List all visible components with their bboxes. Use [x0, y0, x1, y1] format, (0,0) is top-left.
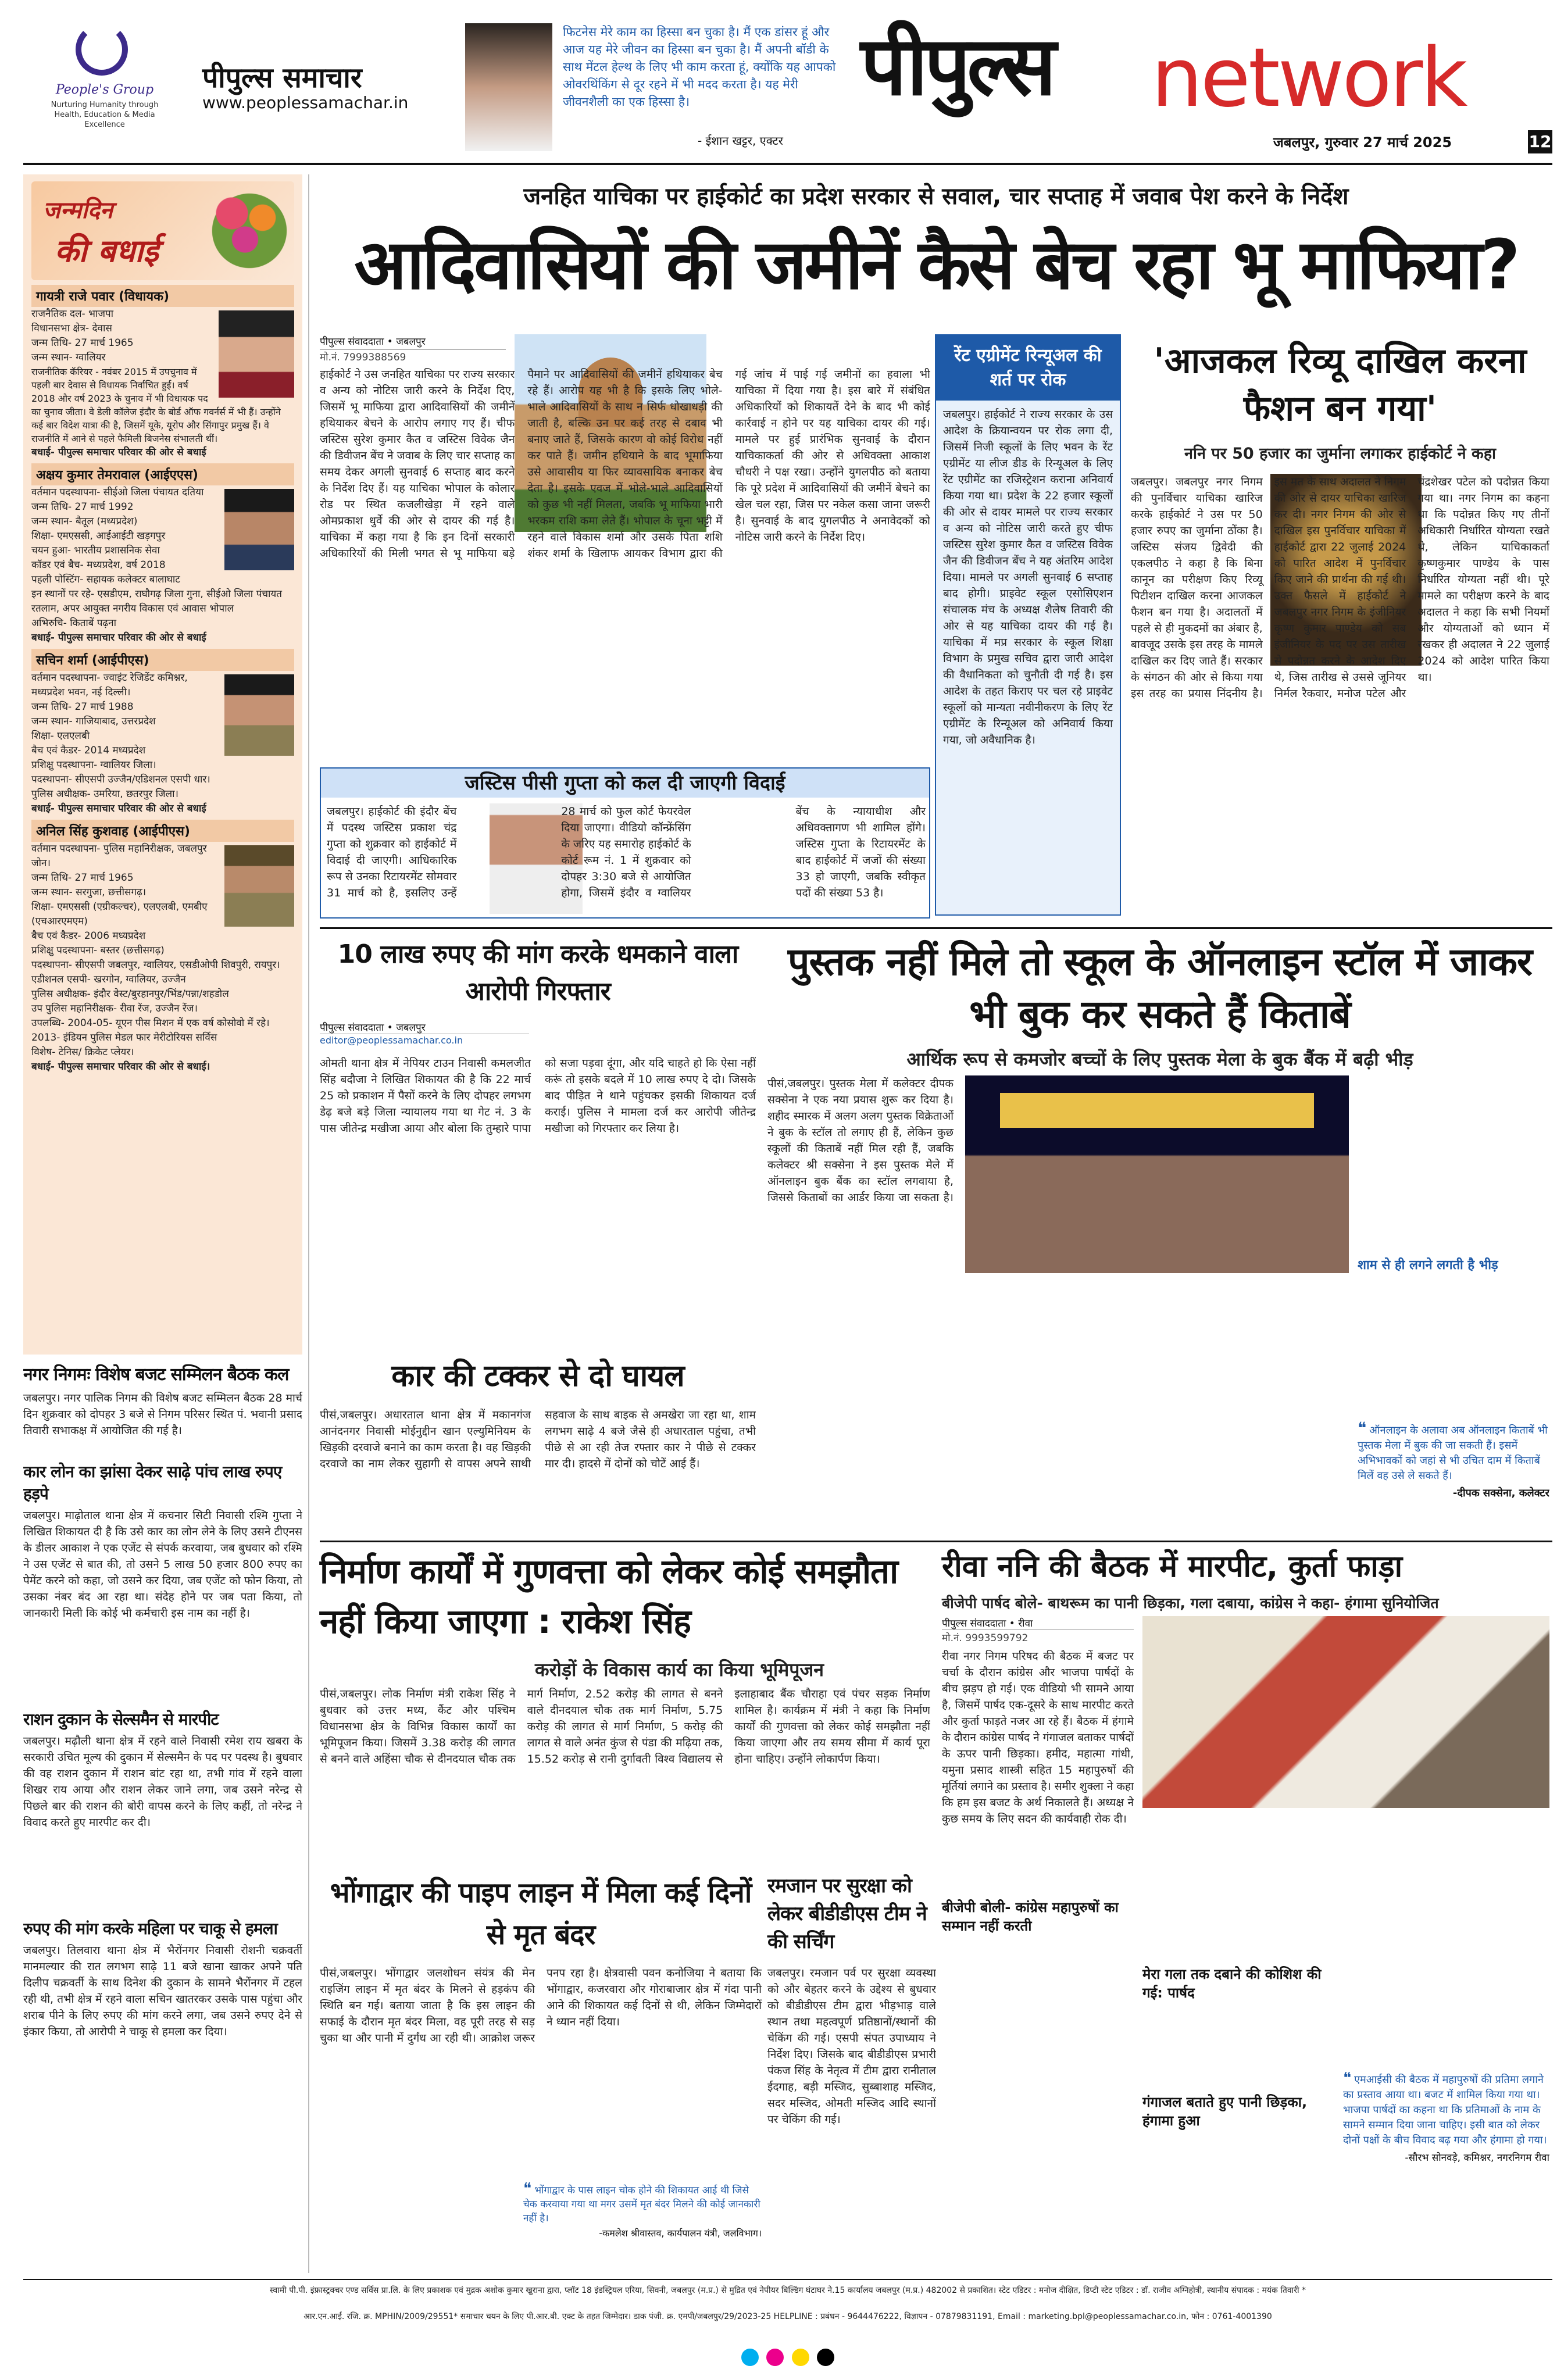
- person-detail: 2013- इंडियन पुलिस मेडल फार मेरीटोरियस सर्विस: [31, 1032, 217, 1044]
- birthday-person-2: [31, 463, 294, 645]
- person-name: सचिन शर्मा (आईपीएस): [31, 649, 294, 671]
- person-detail: बधाई- पीपुल्स समाचार परिवार की ओर से बधाई।: [31, 1061, 210, 1073]
- person-name: अनिल सिंह कुशवाह (आईपीएस): [31, 820, 294, 842]
- quote-icon: ❝: [1358, 1418, 1367, 1438]
- person-name: गायत्री राजे पवार (विधायक): [31, 285, 294, 307]
- footer-rule: [23, 2279, 1552, 2280]
- person-detail: बैच एवं कैडर- 2006 मध्यप्रदेश: [31, 930, 146, 942]
- extortion-body: ओमती थाना क्षेत्र में नेपियर टाउन निवासी कमलजीत सिंह बदौजा ने लिखित शिकायत की है कि 22 मार्च 25 को प्रकाशन में पैसों करने के लिए दोपहर लगभग डेढ़ बजे बड़े जिला न्यायालय गया था गेट नं. 3 के पास जीतेन्द्र मखीजा आया और बोला कि तुम्हारे पापा को सजा पड़वा दूंगा, और यदि चाहते हो कि ऐसा नहीं करूं तो इसके बदले में 10 लाख रुपए दे दो। जिसके बाद पीड़ित ने थाने पहुंचकर इसकी शिकायत दर्ज कराई। पुलिस ने मामला दर्ज कर आरोपी जीतेन्द्र मखीजा को गिरफ्तार कर लिया है।: [320, 1057, 756, 1135]
- left-briefs: [23, 1363, 302, 2270]
- masthead-rule: [23, 163, 1552, 165]
- person-detail: विधानसभा क्षेत्र- देवास: [31, 323, 112, 334]
- construction-body: पीसं,जबलपुर। लोक निर्माण मंत्री राकेश सिंह ने बुधवार को उत्तर मध्य, कैंट और पश्चिम विधानसभा क्षेत्र के विभिन्न विकास कार्यों का भूमिपूजन किया। जिसमें 3.38 करोड़ की लागत से बनने वाले अहिंसा चौक से दीनदयाल चौक तक मार्ग निर्माण, 2.52 करोड़ की लागत से बनने वाले दीनदयाल चौक तक मार्ग निर्माण, 5.75 करोड़ की लागत से मार्ग निर्माण, 5 करोड़ की लागत से वाले अनंत कुंज से पंडा की मढ़िया तक, 15.52 करोड़ से रानी दुर्गावती विश्व विद्यालय से इलाहाबाद बैंक चौराहा एवं पंचर सड़क निर्माण शामिल है। कार्यक्रम में मंत्री ने कहा कि निर्माण कार्यों की गुणवत्ता को लेकर कोई समझौता नहीं किया जाएगा और तय समय सीमा में कार्य पूरा होना चाहिए। उन्होंने लोकार्पण किया।: [320, 1688, 930, 1766]
- birthday-sidebar: [23, 174, 302, 1355]
- accident-body: पीसं,जबलपुर। अधारताल थाना क्षेत्र में मकानगंज आनंदनगर निवासी मोईनुद्दीन खान एल्युमिनियम के खिड़की दरवाजे बनाने का काम करता है। वह खिड़की दरवाजे का नाम लेकर सुहागी से वापस अपने साथी सहवाज के साथ बाइक से अमखेरा जा रहा था, शाम लगभग साढ़े 4 बजे जैसे ही अधारताल पहुंचा, तभी पीछे से आ रही तेज रफ्तार कार ने पीछे से टक्कर मार दी। हादसे में दोनों को चोटें आई हैं।: [320, 1409, 756, 1470]
- yellow-swatch: [792, 2349, 809, 2366]
- magenta-swatch: [766, 2349, 784, 2366]
- person-detail: पदस्थापना- सीएसपी जबलपुर, ग्वालियर, एसडीओपी शिवपुरी, रायपुर।: [31, 959, 280, 971]
- rewa-body: रीवा नगर निगम परिषद की बैठक में बजट पर चर्चा के दौरान कांग्रेस और भाजपा पार्षदों के बीच झड़प हो गई। एक वीडियो भी सामने आया है, जिसमें पार्षद एक-दूसरे के साथ मारपीट करते और कुर्ता फाड़ते नजर आ रहे हैं। बैठक में हंगामे के दौरान कांग्रेस पार्षद ने गंगाजल बताकर पार्षदों के ऊपर पानी छिड़का। हमीद, महात्मा गांधी, यमुना प्रसाद शास्त्री सहित 15 महापुरुषों की मूर्तियां लगाने का प्रस्ताव है। समीर शुक्ला ने कहा कि हम इस बजट के अर्थ निकालते हैं। अध्यक्ष ने कुछ समय के लिए सदन की कार्यवाही रोक दी।: [942, 1650, 1134, 1825]
- brief-body: जबलपुर। मढ़ौली थाना क्षेत्र में रहने वाले निवासी रमेश राय खबरा के सरकारी उचित मूल्य की दुकान में सेल्समैन के पद पर पदस्थ है। बुधवार की वह राशन दुकान में राशन बांट रहा था, तभी गांव में रहने वाला शिखर राय आया और राशन लेकर जाने लगा, जब उसने नरेन्द्र से पिछले बार की राशन की बोरी वापस करने के लिए कहीं, तो नरेन्द्र ने विवाद करते हुए मारपीट कर दी।: [23, 1735, 302, 1829]
- person-detail: जन्म स्थान- गाजियाबाद, उत्तरप्रदेश: [31, 716, 156, 727]
- group-tagline: Nurturing Humanity through Health, Education & Media Excellence: [51, 101, 159, 129]
- brief-headline: कार लोन का झांसा देकर साढ़े पांच लाख रुपए हड़पे: [23, 1462, 282, 1503]
- bhongadwar-quote-text: भोंगाद्वार के पास लाइन चोक होने की शिकायत आई थी जिसे चेक करवाया गया था मगर उसमें मृत बंदर मिलने की कोई जानकारी नहीं है।: [523, 2185, 760, 2224]
- accident-headline: कार की टक्कर से दो घायल: [391, 1359, 684, 1393]
- nagar-nigam-body: जबलपुर। नगर पालिक निगम की विशेष बजट सम्मिलन बैठक 28 मार्च दिन शुक्रवार को दोपहर 3 बजे से निगम परिसर स्थित पं. भवानी प्रसाद तिवारी सभाकक्ष में आयोजित की गई है।: [23, 1392, 302, 1437]
- footer-registration: आर.एन.आई. रजि. क्र. MPHIN/2009/29551* समाचार चयन के लिए पी.आर.बी. एक्ट के तहत जिम्मेदार। डाक पंजी. क्र. एमपी/जबलपुर/29/2023-25 HELPLINE : प्रबंधन - 9644476222, विज्ञापन - 07879831191, Email : marketing.bpl@peoplessamachar.co.in, फोन : 0761-4001390: [303, 2312, 1272, 2321]
- rewa-meeting-photo: [1142, 1616, 1549, 1808]
- person-detail: बैच एवं कैडर- 2014 मध्यप्रदेश: [31, 745, 146, 756]
- column-divider: [308, 174, 309, 2273]
- person-detail: एडीशनल एसपी- खरगोन, ग्वालियर, उज्जैन: [31, 974, 186, 985]
- masthead: [0, 0, 1557, 174]
- books-quote-text: ऑनलाइन के अलावा अब ऑनलाइन किताबें भी पुस्तक मेला में बुक की जा सकती हैं। इसमें अभिभावकों को जहां से भी उचित दाम में किताबें मिलें वह उसे ले सकते हैं।: [1358, 1424, 1548, 1482]
- lead-headline: आदिवासियों की जमीनें कैसे बेच रहा भू माफिया?: [354, 224, 1518, 305]
- registration-marks: [23, 2349, 1552, 2372]
- footer-imprint: स्वामी पी.पी. इंफ्रास्ट्रक्चर एण्ड सर्विस प्रा.लि. के लिए प्रकाशक एवं मुद्रक अशोक कुमार खुराना द्वारा, प्लॉट 18 इंडस्ट्रियल एरिया, सिवनी, जबलपुर (म.प्र.) से मुद्रित एवं नेपीयर बिल्डिंग घंटाघर ने.15 कार्यालय जबलपुर (म.प्र.) 482002 से प्रकाशित। स्टेट एडिटर : मनोज दीक्षित, डिप्टी स्टेट एडिटर : डॉ. राजीव अग्निहोत्री, स्थानीय संपादक : मयंक तिवारी *: [269, 2286, 1306, 2295]
- brief-headline: राशन दुकान के सेल्समैन से मारपीट: [23, 1710, 219, 1729]
- page-number: 12: [1528, 130, 1552, 153]
- person-detail: राजनीतिक कॅरियर - नवंबर 2015 में उपचुनाव में पहली बार देवास से विधायक निर्वाचित हुई। वर्ष 2018 और वर्ष 2023 के चुनाव में भी विधायक पद का चुनाव जीता। वे डेली कॉलेज इंदौर के बोर्ड ऑफ गवर्नर्स में भी हैं। उन्होंने कई बार विदेश यात्रा की है, जिसमें यूके, यूरोप और सिंगापुर प्रमुख हैं। वे राजनीति में आने से पहले फैमिली बिजनेस संभालती थीं।: [31, 366, 281, 444]
- birthday-person-4: [31, 820, 294, 1074]
- cyan-swatch: [741, 2349, 759, 2366]
- quote-author: - ईशान खट्टर, एक्टर: [698, 134, 783, 148]
- person-detail: प्रशिक्षु पदस्थापना- ग्वालियर जिला।: [31, 759, 156, 771]
- rent-agreement-body: जबलपुर। हाईकोर्ट ने राज्य सरकार के उस आदेश के क्रियान्वयन पर रोक लगा दी, जिसमें निजी स्कूलों के लिए भवन के रेंट एग्रीमेंट या लीज डीड के रिन्यूअल के लिए रेंट एग्रीमेंट का रजिस्ट्रेशन कराना अनिवार्य किया गया था। प्रदेश के 22 हजार स्कूलों की ओर से दायर मामले पर राज्य सरकार व अन्य को नोटिस जारी करते हुए चीफ जस्टिस सुरेश कुमार कैत व जस्टिस विवेक जैन की डिवीजन बेंच ने यह अंतरिम आदेश दिया। मामले पर अगली सुनवाई 6 सप्ताह बाद होगी। प्राइवेट स्कूल एसोसिएशन संचालक मंच के अध्यक्ष शैलेष तिवारी की ओर से यह याचिका दायर की गई है। याचिका में मप्र सरकार के स्कूल शिक्षा विभाग के प्रमुख सचिव द्वारा जारी आदेश की वैधानिकता को चुनौती दी गई है। इस आदेश के तहत किराए पर चल रहे प्राइवेट स्कूलों को मान्यता नवीनीकरण के लिए रेंट एग्रीमेंट के रिन्यूअल को अनिवार्य किया गया, जो अवैधानिक है।: [943, 408, 1113, 746]
- person-detail: जन्म स्थान- ग्वालियर: [31, 352, 106, 363]
- review-body: जबलपुर। जबलपुर नगर निगम की पुनर्विचार याचिका खारिज करके हाईकोर्ट ने उस पर 50 हजार रुपए का जुर्माना ठोंका है। जस्टिस संजय द्विवेदी की एकलपीठ ने कहा है कि बिना कानून का परीक्षण किए रिव्यू पिटीशन दाखिल करना आजकल फैशन बन गया है। अदालतों में पहले से ही मुकदमों का अंबार है, बावजूद उसके इस तरह के मामले दाखिल कर दिए जाते हैं। सरकार के संगठन की ओर से किया गया इस तरह का प्रयास निंदनीय है। इस मत के साथ अदालत ने निगम की ओर से दायर याचिका खारिज कर दी। नगर निगम की ओर से दाखिल इस पुनर्विचार याचिका में हाईकोर्ट द्वारा 22 जुलाई 2024 को पारित आदेश में पुनर्विचार किए जाने की प्रार्थना की गई थी। उक्त फैसले में हाईकोर्ट ने जबलपुर नगर निगम के इंजीनियर कृष्ण कुमार पाण्डेय को सब इंजीनियर के पद पर उस तारीख से पदोन्नत करने के आदेश दिए थे, जिस तारीख से उससे जूनियर निर्मल रैकवार, मनोज पटेल और चंद्रशेखर पटेल को पदोन्नत किया गया था। नगर निगम का कहना था कि पदोन्नत किए गए तीनों अधिकारी निर्धारित योग्यता रखते थे, लेकिन याचिकाकर्ता कृष्णकुमार पाण्डेय के पास निर्धारित योग्यता नहीं थी। पूरे मामले का परीक्षण करने के बाद अदालत ने कहा कि सभी नियमों और योग्यताओं को ध्यान में रखकर ही अदालत ने 22 जुलाई 2024 को आदेश पारित किया था।: [1131, 476, 1549, 700]
- person-detail: उप पुलिस महानिरीक्षक- रीवा रेंज, उज्जैन रेंज।: [31, 1003, 198, 1014]
- person-detail: जन्म स्थान- सरगुजा, छत्तीसगढ़।: [31, 887, 147, 898]
- person-detail: इन स्थानों पर रहे- एसडीएम, राघौगढ़ जिला गुना, सीईओ जिला पंचायत रतलाम, अपर आयुक्त नगरीय विकास एवं आवास भोपाल: [31, 588, 282, 614]
- rent-agreement-title: रेंट एग्रीमेंट रिन्यूअल की शर्त पर रोक: [936, 335, 1120, 401]
- person-photo: [224, 845, 294, 927]
- person-detail: राजनैतिक दल- भाजपा: [31, 308, 114, 320]
- extortion-headline: 10 लाख रुपए की मांग करके धमकाने वाला आरोपी गिरफ्तार: [337, 939, 738, 1006]
- website-url[interactable]: www.peoplessamachar.in: [202, 93, 409, 112]
- person-detail: जन्म तिथि- 27 मार्च 1988: [31, 701, 134, 713]
- books-quote: [1358, 1418, 1549, 1535]
- rewa-sub1: बीजेपी बोली- कांग्रेस महापुरुषों का सम्मान नहीं करती: [942, 1899, 1119, 1934]
- rent-agreement-box: [935, 334, 1121, 916]
- rewa-sub3: गंगाजल बताते हुए पानी छिड़का, हंगामा हुआ: [1142, 2094, 1308, 2129]
- banner-shape: [1000, 1093, 1314, 1128]
- rewa-quote-author: -सौरभ सोनवड़े, कमिश्नर, नगरनिगम रीवा: [1405, 2152, 1549, 2164]
- birthday-header: [31, 181, 294, 280]
- birthday-person-1: [31, 285, 294, 460]
- person-detail: शिक्षा- एलएलबी: [31, 730, 90, 742]
- extortion-email[interactable]: editor@peoplessamachar.co.in: [320, 1035, 463, 1046]
- person-detail: प्रशिक्षु पदस्थापना- बस्तर (छत्तीसगढ़): [31, 945, 165, 956]
- person-detail: पहली पोस्टिंग- सहायक कलेक्टर बालाघाट: [31, 574, 180, 585]
- person-photo: [224, 489, 294, 570]
- bhongadwar-headline: भोंगाद्वार की पाइप लाइन में मिला कई दिनों से मृत बंदर: [330, 1877, 752, 1951]
- group-name: People's Group: [55, 83, 154, 97]
- dateline: जबलपुर, गुरुवार 27 मार्च 2025: [1273, 134, 1452, 151]
- brief-body: जबलपुर। माढ़ोताल थाना क्षेत्र में कचनार सिटी निवासी रश्मि गुप्ता ने लिखित शिकायत दी है कि उसे कार का लोन लेने के लिए उसने टीएनस के डीलर आकाश ने एक एजेंट से संपर्क करवाया, जब बुधवार को रश्मि ने उस एजेंट से बात की, तो उसने 5 लाख 50 हजार 800 रुपए का पेमेंट करने को कहा, जो उसने कर दिया, जब एजेंट को फोन किया, तो उसका नंबर बंद आ रहा था। संदेह होने पर जब पता किया, तो जानकारी मिली कि कोई भी कर्मचारी इस नाम का नहीं है।: [23, 1509, 302, 1620]
- person-photo: [224, 674, 294, 756]
- person-name: अक्षय कुमार तेमरावाल (आईएएस): [31, 463, 294, 485]
- peoples-group-logo: [76, 23, 128, 76]
- person-detail: विशेष- टेनिस/ क्रिकेट प्लेयर।: [31, 1046, 134, 1058]
- quote-text: फिटनेस मेरे काम का हिस्सा बन चुका है। मैं एक डांसर हूं और आज यह मेरे जीवन का हिस्सा बन चुका है। मैं अपनी बॉडी के साथ मेंटल हेल्थ के लिए भी काम करता हूं, क्योंकि यह आपको ओवरथिंकिंग से दूर रहने में भी मदद करता है। यह मेरी जीवनशैली का एक हिस्सा है।: [563, 25, 836, 109]
- nagar-nigam-headline: नगर निगमः विशेष बजट सम्मिलन बैठक कल: [23, 1364, 289, 1385]
- person-detail: वर्तमान पदस्थापना- ज्वाइंट रेजिडेंट कमिश्नर, मध्यप्रदेश भवन, नई दिल्ली।: [31, 672, 188, 698]
- farewell-title: जस्टिस पीसी गुप्ता को कल दी जाएगी विदाई: [321, 769, 929, 798]
- flower-bouquet-icon: [206, 187, 293, 274]
- bhongadwar-quote: [523, 2180, 762, 2267]
- paper-name: पीपुल्स समाचार: [202, 62, 362, 94]
- person-detail: जन्म तिथि- 27 मार्च 1992: [31, 501, 134, 513]
- review-headline: 'आजकल रिव्यू दाखिल करना फैशन बन गया': [1154, 341, 1527, 429]
- lead-kicker: जनहित याचिका पर हाईकोर्ट का प्रदेश सरकार से सवाल, चार सप्ताह में जवाब पेश करने के निर्देश: [523, 183, 1349, 210]
- person-detail: बधाई- पीपुल्स समाचार परिवार की ओर से बधाई: [31, 446, 206, 458]
- birthday-header-line1: जन्मदिन: [43, 196, 113, 224]
- actor-photo: [465, 23, 552, 151]
- books-quote-author: -दीपक सक्सेना, कलेक्टर: [1452, 1487, 1549, 1499]
- construction-sub: करोड़ों के विकास कार्य का किया भूमिपूजन: [535, 1659, 824, 1681]
- person-detail: जन्म स्थान- बैतूल (मध्यप्रदेश): [31, 516, 138, 527]
- farewell-body: जबलपुर। हाईकोर्ट की इंदौर बेंच में पदस्थ जस्टिस प्रकाश चंद्र गुप्ता को शुक्रवार को हाईकोर्ट में विदाई दी जाएगी। आधिकारिक रूप से उनका रिटायरमेंट सोमवार 31 मार्च को है, इसलिए उन्हें 28 मार्च को फुल कोर्ट फेयरवेल दिया जाएगा। वीडियो कॉन्फ्रेंसिंग के जरिए यह समारोह हाईकोर्ट के कोर्ट रूम नं. 1 में शुक्रवार को दोपहर 3:30 बजे से आयोजित होगा, जिसमें इंदौर व ग्वालियर बेंच के न्यायाधीश और अधिवक्तागण भी शामिल होंगे। जस्टिस गुप्ता के रिटायरमेंट के बाद हाईकोर्ट में जजों की संख्या 33 हो जाएगी, जबकि स्वीकृत पदों की संख्या 53 है।: [327, 805, 926, 899]
- paper-title-english: network: [1151, 31, 1466, 126]
- person-detail: पदस्थापना- सीएसपी उज्जैन/एडिशनल एसपी धार।: [31, 774, 210, 785]
- books-body: पीसं,जबलपुर। पुस्तक मेला में कलेक्टर दीपक सक्सेना ने एक नया प्रयास शुरू कर दिया है। शहीद स्मारक में अलग अलग पुस्तक विक्रेताओं ने बुक के स्टॉल तो लगाए ही हैं, लेकिन कुछ स्कूलों की किताबें नहीं मिल रही हैं, जबकि कलेक्टर श्री सक्सेना ने इस पुस्तक मेले में ऑनलाइन बुक बैंक का स्टॉल लगवाया है, जिससे किताबों का आर्डर किया जा सकता है।: [767, 1077, 954, 1204]
- person-detail: जन्म तिथि- 27 मार्च 1965: [31, 337, 134, 349]
- ramzan-headline: रमजान पर सुरक्षा को लेकर बीडीडीएस टीम ने की सर्चिंग: [767, 1874, 927, 1953]
- person-detail: उपलब्धि- 2004-05- यूएन पीस मिशन में एक वर्ष कोसोवो में रहे।: [31, 1017, 270, 1029]
- rewa-quote: [1343, 2070, 1549, 2267]
- quote-icon: ❝: [1343, 2070, 1351, 2087]
- section-rule: [320, 927, 1552, 929]
- book-fair-photo: [965, 1075, 1349, 1273]
- lead-byline: पीपुल्स संवाददाता • जबलपुर: [320, 334, 506, 350]
- construction-headline: निर्माण कार्यों में गुणवत्ता को लेकर कोई समझौता नहीं किया जाएगा : राकेश सिंह: [320, 1552, 898, 1641]
- rewa-quote-text: एमआईसी की बैठक में महापुरुषों की प्रतिमा लगाने का प्रस्ताव आया था। बजट में शामिल किया गया था। भाजपा पार्षदों का कहना था कि प्रतिमाओं के नाम के सामने सम्मान दिया जाना चाहिए। इसी बात को लेकर दोनों पक्षों के बीच विवाद बढ़ गया और हंगामा हो गया।: [1343, 2074, 1547, 2146]
- brief-body: जबलपुर। तिलवारा थाना क्षेत्र में भैरोंनगर निवासी रोशनी चक्रवर्ती मानमल्यार की रात लगभग साढ़े 11 बजे खाना खाकर अपने पति दिलीप चक्रवर्ती के साथ दिनेश की दुकान के सामने भैरोंनगर में टहल रही थी, तभी क्षेत्र में रहने वाला सचिन खातरकर उसके पास पहुंचा और शराब पीने के लिए रुपए की मांग करने लगा, जब उसने रुपए देने से इंकार किया, तो आरोपी ने चाकू से हमला कर दिया।: [23, 1944, 302, 2038]
- person-detail: पुलिस अधीक्षक- इंदौर वेस्ट/बुरहानपुर/भिंड/पन्ना/शहडोल: [31, 988, 229, 1000]
- rewa-subhead: बीजेपी पार्षद बोले- बाथरूम का पानी छिड़का, गला दबाया, कांग्रेस ने कहा- हंगामा सुनियोजित: [942, 1595, 1439, 1611]
- black-swatch: [817, 2349, 834, 2366]
- person-detail: पुलिस अधीक्षक- उमरिया, छतरपुर जिला।: [31, 788, 178, 800]
- ramzan-body: जबलपुर। रमजान पर्व पर सुरक्षा व्यवस्था को और बेहतर करने के उद्देश्य से बुधवार को बीडीडीएस टीम द्वारा भीड़भाड़ वाले स्थान तथा महत्वपूर्ण प्रतिष्ठानों/स्थानों की चेकिंग की गई। एसपी संपत उपाध्याय ने निर्देश दिए। जिसके बाद बीडीडीएस प्रभारी पंकज सिंह के नेतृत्व में टीम द्वारा रानीताल ईदगाह, बड़ी मस्जिद, सुब्बाशाह मस्जिद, सदर मस्जिद, ओमती मस्जिद आदि स्थानों पर चेकिंग की गई।: [767, 1967, 936, 2126]
- person-detail: बधाई- पीपुल्स समाचार परिवार की ओर से बधाई: [31, 803, 206, 814]
- bhongadwar-body: पीसं,जबलपुर। भोंगाद्वार जलशोधन संयंत्र की मेन राइजिंग लाइन में मृत बंदर के मिलने से हड़कंप की स्थिति बन गई। बताया जाता है कि इस लाइन की सफाई के दौरान मृत बंदर मिला, वह पूरी तरह से सड़ चुका था और पानी में दुर्गंध आ रही थी। आक्रोश जरूर पनप रहा है। क्षेत्रवासी पवन कनोजिया ने बताया कि भोंगाद्वार, कजरवारा और गोराबाजार क्षेत्र में गंदा पानी आने की शिकायत कई दिनों से थी, लेकिन जिम्मेदारों ने ध्यान नहीं दिया।: [320, 1967, 762, 2045]
- farewell-box: [320, 767, 930, 919]
- rewa-headline: रीवा ननि की बैठक में मारपीट, कुर्ता फाड़ा: [942, 1549, 1403, 1584]
- birthday-header-line2: की बधाई: [55, 232, 159, 269]
- rewa-contact: मो.नं. 9993599792: [942, 1632, 1029, 1644]
- person-detail: वर्तमान पदस्थापना- सीईओ जिला पंचायत दतिया: [31, 487, 204, 498]
- review-subhead: ननि पर 50 हजार का जुर्माना लगाकर हाईकोर्ट ने कहा: [1184, 445, 1497, 463]
- birthday-person-3: [31, 649, 294, 816]
- paper-title-hindi: पीपुल्स: [860, 19, 1053, 114]
- lead-body: हाईकोर्ट ने उस जनहित याचिका पर राज्य सरकार व अन्य को नोटिस जारी करने के निर्देश दिए, जिसमें भू माफिया द्वारा आदिवासियों की जमीनें हथियाकर बेचने के आरोप लगाए गए हैं। चीफ जस्टिस सुरेश कुमार कैत व जस्टिस विवेक जैन की डिवीजन बेंच ने जवाब के लिए चार सप्ताह का समय देकर अगली सुनवाई 6 सप्ताह बाद करने के निर्देश दिए हैं। यह याचिका भोपाल के कोलार रोड पर स्थित कजलीखेड़ा में रहने वाले ओमप्रकाश धुर्वे की ओर से दायर की गई है। याचिका में कहा गया है कि इन दिनों सरकारी अधिकारियों की मिली भगत से भू माफिया बड़े पैमाने पर आदिवासियों की जमीनें हथियाकर बेच रहे हैं। आरोप यह भी है कि इसके लिए भोले-भाले आदिवासियों के साथ न सिर्फ धोखाधड़ी की जाती है, बल्कि उन पर कई तरह से दबाव भी बनाए जाते हैं, जिसके कारण वो कोई विरोध नहीं कर पाते हैं। जमीन हथियाने के बाद भूमाफिया उसे आवासीय या फिर व्यावसायिक बनाकर बेच देता है। इसके एवज में भोले-भाले आदिवासियों को कुछ भी नहीं मिलता, जबकि भू माफिया भारी भरकम राशि कमा लेते हैं। भोपाल के चूना भट्टी में रहने वाले विकास शर्मा और उसके पिता शशि शंकर शर्मा के खिलाफ आयकर विभाग द्वारा की गई जांच में पाई गई जमीनों का हवाला भी याचिका में दिया गया है। इस बारे में संबंधित अधिकारियों को शिकायतें देने के बाद भी कोई कार्रवाई न होने पर यह याचिका दायर की गई। मामले पर हुई प्रारंभिक सुनवाई के दौरान याचिकाकर्ता की ओर से अधिवक्ता आकाश चौधरी ने पक्ष रखा। उन्होंने युगलपीठ को बताया कि पूरे प्रदेश में आदिवासियों की जमीनें बेचने का खेल चल रहा, जिस पर नकेल कसा जाना जरूरी है। सुनवाई के बाद युगलपीठ ने अनावेदकों को नोटिस जारी करने के निर्देश दिए।: [320, 368, 930, 560]
- person-detail: जन्म तिथि- 27 मार्च 1965: [31, 872, 134, 884]
- person-detail: अभिरुचि- किताबें पढ़ना: [31, 617, 116, 629]
- lead-contact: मो.नं. 7999388569: [320, 352, 406, 363]
- quote-icon: ❝: [523, 2180, 531, 2197]
- extortion-byline: पीपुल्स संवाददाता • जबलपुर: [320, 1020, 529, 1034]
- person-detail: शिक्षा- एमएससी, आईआईटी खड़गपुर: [31, 530, 166, 542]
- person-photo: [219, 310, 294, 398]
- brief-headline: रुपए की मांग करके महिला पर चाकू से हमला: [23, 1919, 277, 1938]
- rewa-sub2: मेरा गला तक दबाने की कोशिश की गई: पार्षद: [1142, 1966, 1322, 2001]
- person-detail: कॉडर एवं बैच- मध्यप्रदेश, वर्ष 2018: [31, 559, 166, 571]
- person-detail: बधाई- पीपुल्स समाचार परिवार की ओर से बधाई: [31, 632, 206, 644]
- person-detail: वर्तमान पदस्थापना- पुलिस महानिरीक्षक, जबलपुर जोन।: [31, 843, 207, 869]
- books-headline: पुस्तक नहीं मिले तो स्कूल के ऑनलाइन स्टॉल में जाकर भी बुक कर सकते हैं किताबें: [788, 939, 1532, 1037]
- section-rule: [320, 1541, 1552, 1542]
- rewa-byline: पीपुल्स संवाददाता • रीवा: [942, 1616, 1134, 1630]
- person-detail: चयन हुआ- भारतीय प्रशासनिक सेवा: [31, 545, 160, 556]
- person-detail: शिक्षा- एमएससी (एग्रीकल्चर), एलएलबी, एमबीए (एचआरएमएम): [31, 901, 208, 927]
- books-sub3: शाम से ही लगने लगती है भीड़: [1358, 1258, 1498, 1273]
- bhongadwar-quote-author: -कमलेश श्रीवास्तव, कार्यपालन यंत्री, जलविभाग।: [599, 2228, 762, 2239]
- books-subhead: आर्थिक रूप से कमजोर बच्चों के लिए पुस्तक मेला के बुक बैंक में बढ़ी भीड़: [906, 1048, 1413, 1070]
